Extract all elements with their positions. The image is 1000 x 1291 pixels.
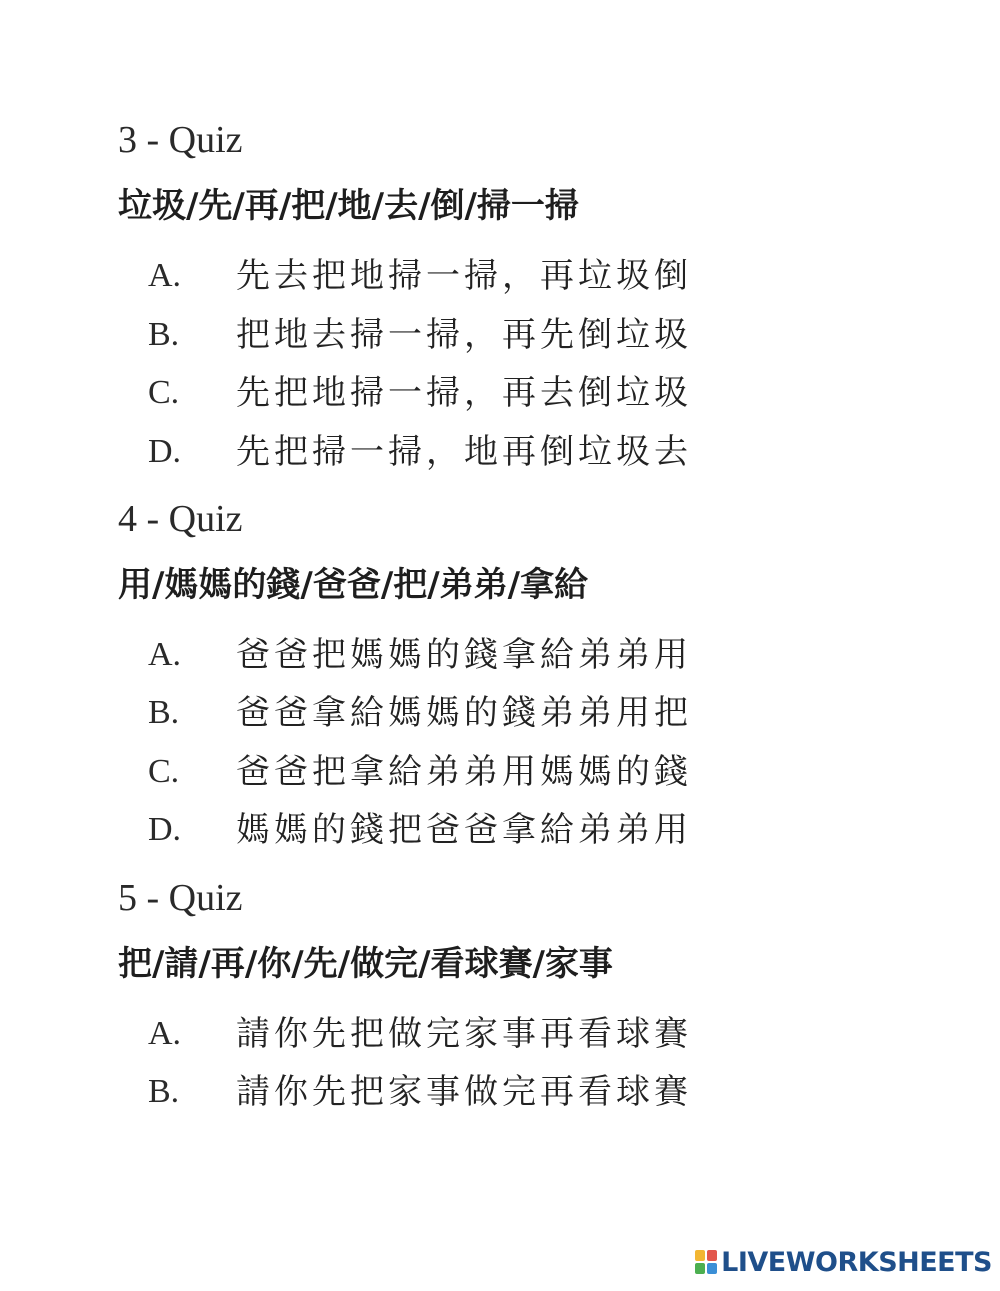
option-letter: B. — [148, 1073, 180, 1110]
option-letter: A. — [148, 1015, 182, 1052]
quiz-4-prompt: 用/媽媽的錢/爸爸/把/弟弟/拿給 — [118, 565, 589, 605]
option-letter: A. — [148, 636, 182, 673]
option-text: 請你先把家事做完再看球賽 — [236, 1072, 692, 1112]
quiz-3-prompt: 垃圾/先/再/把/地/去/倒/掃一掃 — [118, 186, 579, 226]
option-text: 先把掃一掃，地再倒垃圾去 — [236, 432, 692, 472]
option-text: 先去把地掃一掃，再垃圾倒 — [236, 256, 692, 296]
option-text: 爸爸拿給媽媽的錢弟弟用把 — [236, 693, 692, 733]
option-text: 媽媽的錢把爸爸拿給弟弟用 — [236, 810, 692, 850]
option-text: 把地去掃一掃，再先倒垃圾 — [236, 315, 692, 355]
quiz-3-title: 3 - Quiz — [118, 119, 243, 161]
option-text: 先把地掃一掃，再去倒垃圾 — [236, 373, 692, 413]
quiz-5-prompt: 把/請/再/你/先/做完/看球賽/家事 — [118, 944, 613, 984]
option-text: 爸爸把拿給弟弟用媽媽的錢 — [236, 752, 692, 792]
option-letter: B. — [148, 694, 180, 731]
option-letter: D. — [148, 433, 182, 470]
option-letter: B. — [148, 316, 180, 353]
option-letter: C. — [148, 753, 180, 790]
option-text: 請你先把做完家事再看球賽 — [236, 1014, 692, 1054]
liveworksheets-logo-icon — [695, 1250, 717, 1274]
option-letter: D. — [148, 811, 182, 848]
brand-name: LIVEWORKSHEETS — [721, 1246, 992, 1278]
option-letter: C. — [148, 374, 180, 411]
quiz-4-title: 4 - Quiz — [118, 498, 243, 540]
option-text: 爸爸把媽媽的錢拿給弟弟用 — [236, 635, 692, 675]
quiz-5-title: 5 - Quiz — [118, 877, 243, 919]
liveworksheets-brand[interactable] — [695, 1245, 992, 1279]
option-letter: A. — [148, 257, 182, 294]
